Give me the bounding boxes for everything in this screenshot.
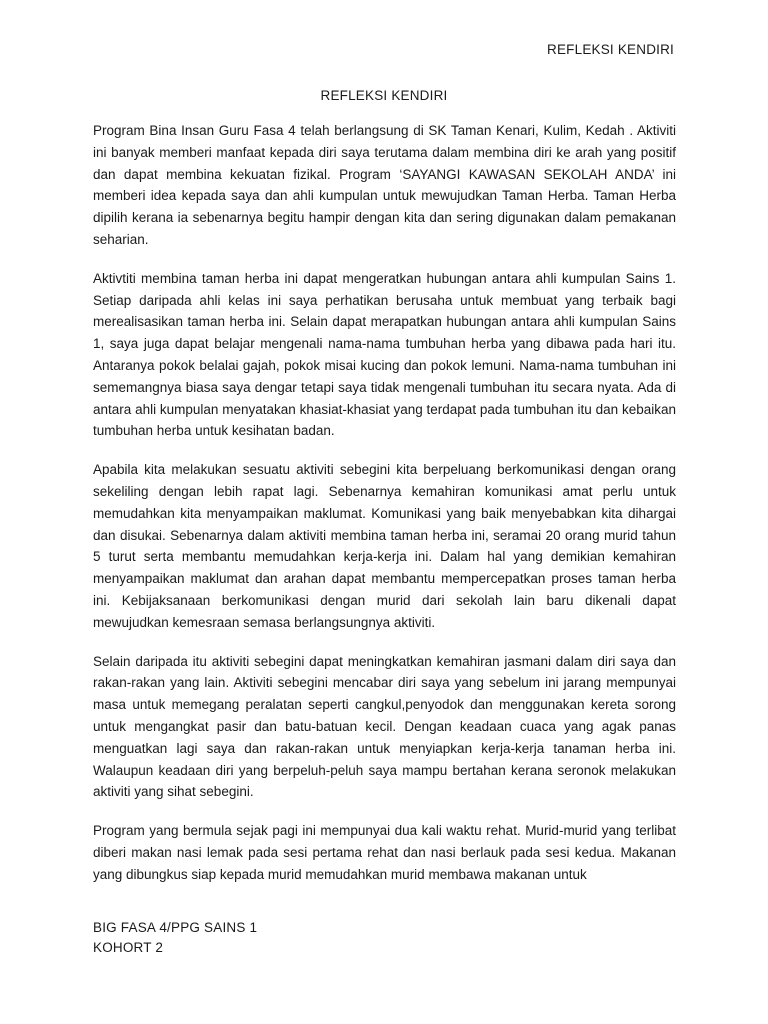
paragraph: Aktivtiti membina taman herba ini dapat mengeratkan hubungan antara ahli kumpulan Sains 1. Setiap daripada ahli kelas ini saya perhatikan berusaha untuk membuat yang terbaik bagi merealisasikan taman herba ini. Selain dapat merapatkan hubungan antara ahli kumpulan Sains 1, saya juga dapat belajar mengenali nama-nama tumbuhan herba yang dibawa pada hari itu. Antaranya pokok belalai gajah, pokok misai kucing dan pokok lemuni. Nama-nama tumbuhan ini sememangnya biasa saya dengar tetapi saya tidak mengenali tumbuhan itu secara nyata. Ada di antara ahli kumpulan menyatakan khasiat-khasiat yang terdapat pada tumbuhan itu dan kebaikan tumbuhan herba untuk kesihatan badan.: [93, 270, 676, 439]
paragraph: Program Bina Insan Guru Fasa 4 telah berlangsung di SK Taman Kenari, Kulim, Kedah . Aktiviti ini banyak memberi manfaat kepada diri saya terutama dalam membina diri ke arah yang positif dan dapat membina kekuatan fizikal. Program ‘SAYANGI KAWASAN SEKOLAH ANDA’ ini memberi idea kepada saya dan ahli kumpulan untuk mewujudkan Taman Herba. Taman Herba dipilih kerana ia sebenarnya begitu hampir dengan kita dan sering digunakan dalam pemakanan seharian.: [93, 123, 676, 247]
paragraph: Selain daripada itu aktiviti sebegini dapat meningkatkan kemahiran jasmani dalam diri saya dan rakan-rakan yang lain. Aktiviti sebegini mencabar diri saya yang sebelum ini jarang mempunyai masa untuk memegang peralatan seperti cangkul,penyodok dan menggunakan kereta sorong untuk mengangkat pasir dan batu-batuan kecil. Dengan keadaan cuaca yang agak panas menguatkan lagi saya dan rakan-rakan untuk menyiapkan kerja-kerja tanaman herba ini. Walaupun keadaan diri yang berpeluh-peluh saya mampu bertahan kerana seronok melakukan aktiviti yang sihat sebegini.: [93, 653, 676, 800]
paragraph: Program yang bermula sejak pagi ini mempunyai dua kali waktu rehat. Murid-murid yang terlibat diberi makan nasi lemak pada sesi pertama rehat dan nasi berlauk pada sesi kedua. Makanan yang dibungkus siap kepada murid memudahkan murid membawa makanan untuk: [93, 823, 676, 882]
document-body: [93, 120, 676, 903]
page-footer: [93, 918, 257, 958]
running-header: REFLEKSI KENDIRI: [547, 42, 674, 57]
paragraph: Apabila kita melakukan sesuatu aktiviti sebegini kita berpeluang berkomunikasi dengan orang sekeliling dengan lebih rapat lagi. Sebenarnya kemahiran komunikasi amat perlu untuk memudahkan kita menyampaikan maklumat. Komunikasi yang baik menyebabkan kita dihargai dan disukai. Sebenarnya dalam aktiviti membina taman herba ini, seramai 20 orang murid tahun 5 turut serta membantu memudahkan kerja-kerja ini. Dalam hal yang demikian kemahiran menyampaikan maklumat dan arahan dapat membantu mempercepatkan proses taman herba ini. Kebijaksanaan berkomunikasi dengan murid dari sekolah lain baru dikenali dapat mewujudkan kemesraan semasa berlangsungnya aktiviti.: [93, 462, 676, 630]
footer-line-cohort: KOHORT 2: [93, 940, 164, 955]
document-title: REFLEKSI KENDIRI: [320, 88, 448, 103]
footer-line-course: BIG FASA 4/PPG SAINS 1: [93, 920, 258, 935]
